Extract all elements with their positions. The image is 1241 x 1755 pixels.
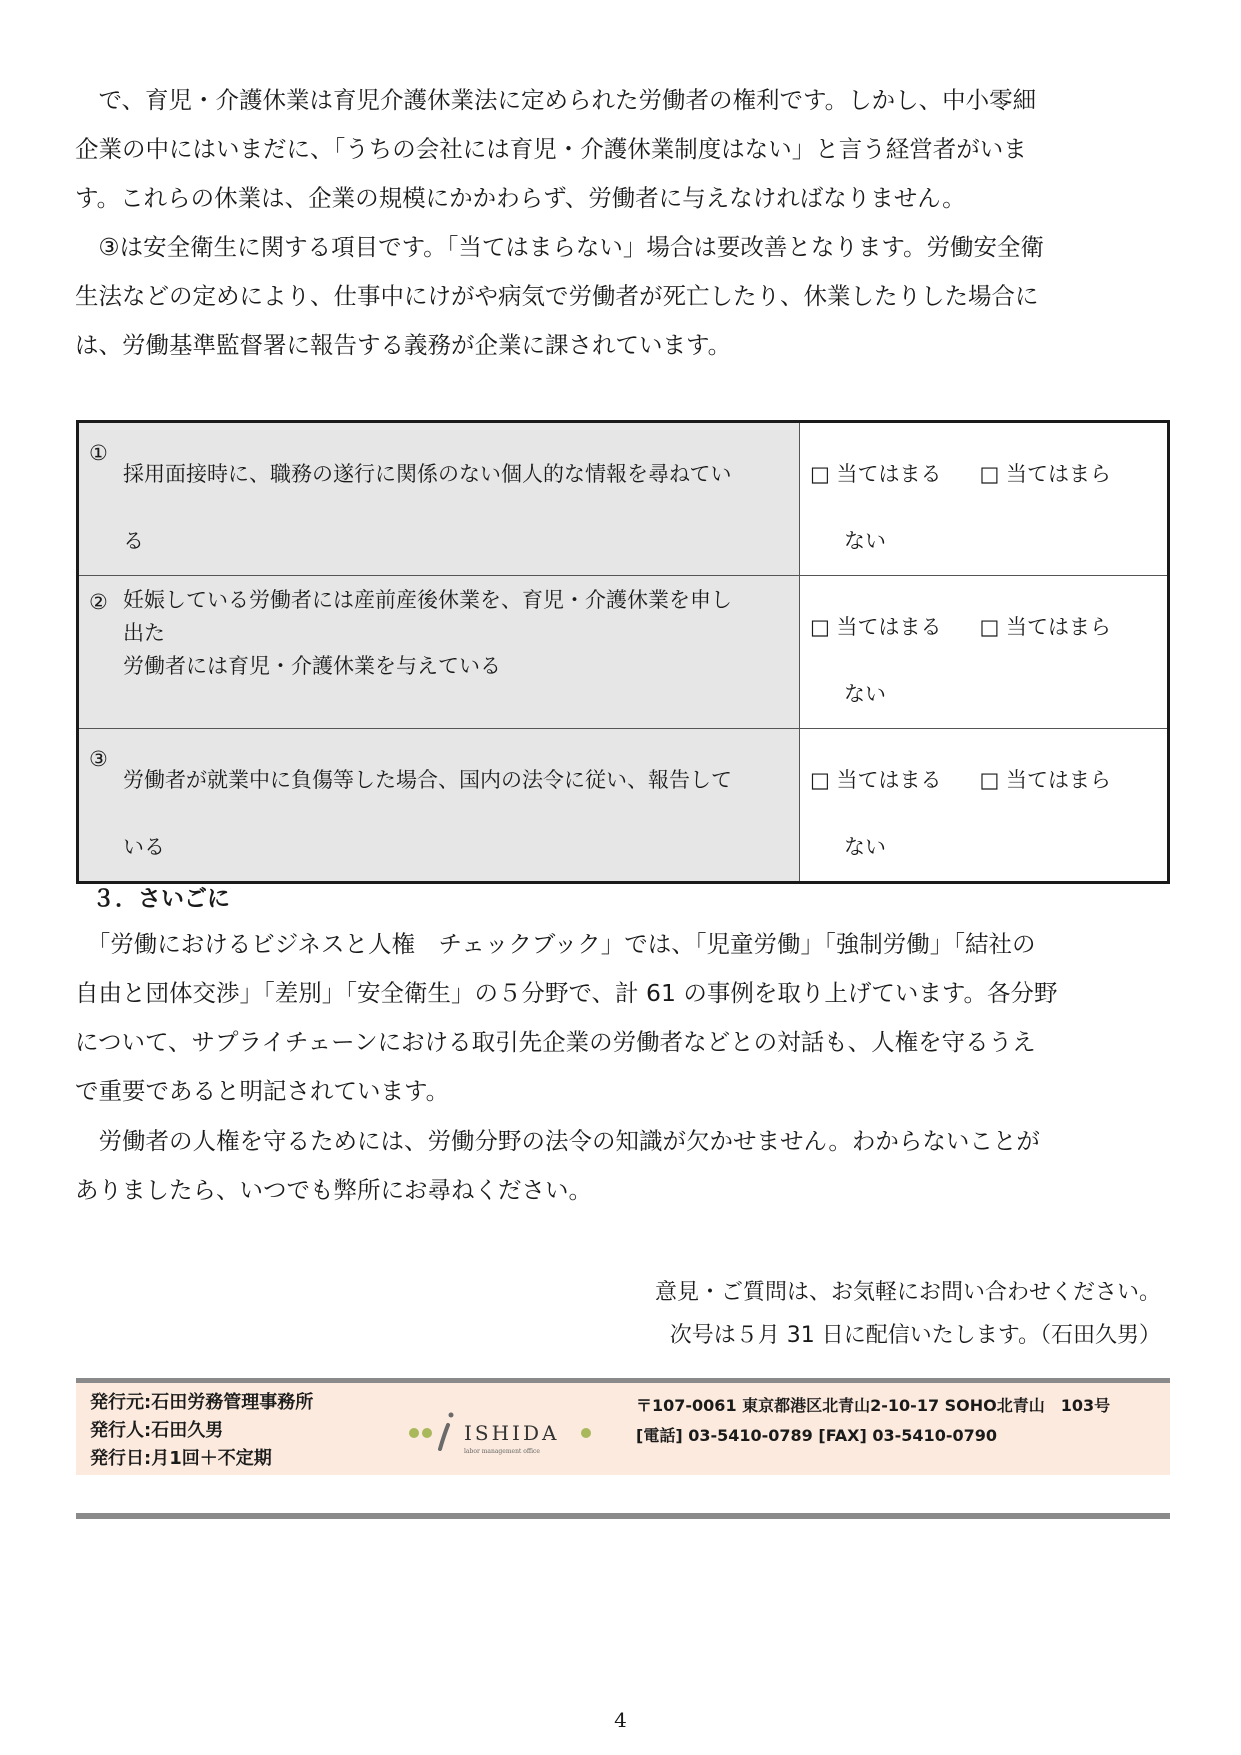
- text-line: で、育児・介護休業は育児介護休業法に定められた労働者の権利です。しかし、中小零細: [75, 86, 1037, 114]
- text-line: す。これらの休業は、企業の規模にかかわらず、労働者に与えなければなりません。: [75, 184, 966, 212]
- paragraph-checkbook: [75, 920, 1175, 1116]
- paragraph-contact-us: [75, 1117, 1175, 1215]
- checklist-answer: [800, 422, 1169, 576]
- text-line: 自由と団体交渉」「差別」「安全衛生」の５分野で、計 61 の事例を取り上げています。各分野: [75, 979, 1058, 1007]
- checklist-question: [78, 576, 800, 729]
- checkbox-applies[interactable]: □ 当てはまる: [810, 615, 942, 639]
- logo-subtext: labor management office: [464, 1448, 540, 1455]
- checklist-answer: [800, 729, 1169, 883]
- question-number: ③: [89, 747, 108, 771]
- question-number: ①: [89, 441, 108, 465]
- checklist-row: [78, 422, 1169, 576]
- phone-fax: [電話] 03-5410-0789 [FAX] 03-5410-0790: [636, 1426, 997, 1445]
- page-number: 4: [614, 1708, 627, 1732]
- checkbox-applies[interactable]: □ 当てはまる: [810, 462, 942, 486]
- address: 〒107-0061 東京都港区北青山2-10-17 SOHO北青山 103号: [636, 1396, 1111, 1415]
- text-line: 労働者の人権を守るためには、労働分野の法令の知識が欠かせません。わからないことが: [75, 1127, 1040, 1155]
- text-line: 企業の中にはいまだに、「うちの会社には育児・介護休業制度はない」と言う経営者がいま: [75, 135, 1027, 163]
- text-line: ③は安全衛生に関する項目です。「当てはまらない」場合は要改善となります。労働安全衛: [75, 233, 1045, 261]
- checkbox-not-applies[interactable]: □ 当てはまら: [979, 615, 1112, 639]
- text-line: は、労働基準監督署に報告する義務が企業に課されています。: [75, 331, 732, 359]
- ishida-logo: [406, 1405, 596, 1460]
- issue-date: 発行日:月1回＋不定期: [90, 1448, 272, 1469]
- question-text: 労働者が就業中に負傷等した場合、国内の法令に従い、報告して: [123, 768, 732, 792]
- text-line: 生法などの定めにより、仕事中にけがや病気で労働者が死亡したり、休業したりした場合に: [75, 282, 1039, 310]
- text-line: で重要であると明記されています。: [75, 1077, 450, 1105]
- contact-info: [636, 1391, 1110, 1451]
- closing-next-issue: 次号は５月 31 日に配信いたします。（石田久男）: [669, 1323, 1161, 1348]
- checkbox-not-applies[interactable]: □ 当てはまら: [979, 768, 1112, 792]
- paragraph-safety-health: [75, 223, 1175, 370]
- question-text: いる: [123, 835, 165, 859]
- question-text: 採用面接時に、職務の遂行に関係のない個人的な情報を尋ねてい: [123, 462, 732, 486]
- question-text: 妊娠している労働者には産前産後休業を、育児・介護休業を申し: [123, 588, 732, 612]
- question-number: ②: [89, 590, 108, 614]
- question-text: 労働者には育児・介護休業を与えている: [123, 654, 501, 678]
- publisher: 発行元:石田労務管理事務所: [90, 1392, 314, 1413]
- closing-inquiry: 意見・ご質問は、お気軽にお問い合わせください。: [654, 1280, 1161, 1305]
- footer-divider-bottom: [76, 1513, 1170, 1519]
- checklist-question: [78, 422, 800, 576]
- text-line: について、サプライチェーンにおける取引先企業の労働者などとの対話も、人権を守るうえ: [75, 1028, 1036, 1056]
- text-line: 「労働におけるビジネスと人権 チェックブック」では、「児童労働」「強制労働」「結社の: [75, 930, 1036, 958]
- checklist-row: [78, 576, 1169, 729]
- checklist-row: [78, 729, 1169, 883]
- checkbox-not-applies[interactable]: □ 当てはまら: [979, 462, 1112, 486]
- checkbox-not-applies-cont: ない: [844, 835, 886, 859]
- checkbox-not-applies-cont: ない: [844, 529, 886, 553]
- checklist-question: [78, 729, 800, 883]
- logo-text: ISHIDA: [464, 1421, 560, 1445]
- question-text: る: [123, 529, 144, 553]
- question-text: 出た: [123, 621, 165, 645]
- publisher-info: [90, 1389, 313, 1473]
- paragraph-childcare-leave: [75, 76, 1175, 223]
- checkbox-not-applies-cont: ない: [844, 682, 886, 706]
- checkbox-applies[interactable]: □ 当てはまる: [810, 768, 942, 792]
- checklist-answer: [800, 576, 1169, 729]
- text-line: ありましたら、いつでも弊所にお尋ねください。: [75, 1176, 592, 1204]
- checklist-table: [76, 420, 1170, 884]
- section-heading: ３．さいごに: [92, 886, 230, 912]
- footer-band: [76, 1383, 1170, 1475]
- issuer: 発行人:石田久男: [90, 1420, 224, 1441]
